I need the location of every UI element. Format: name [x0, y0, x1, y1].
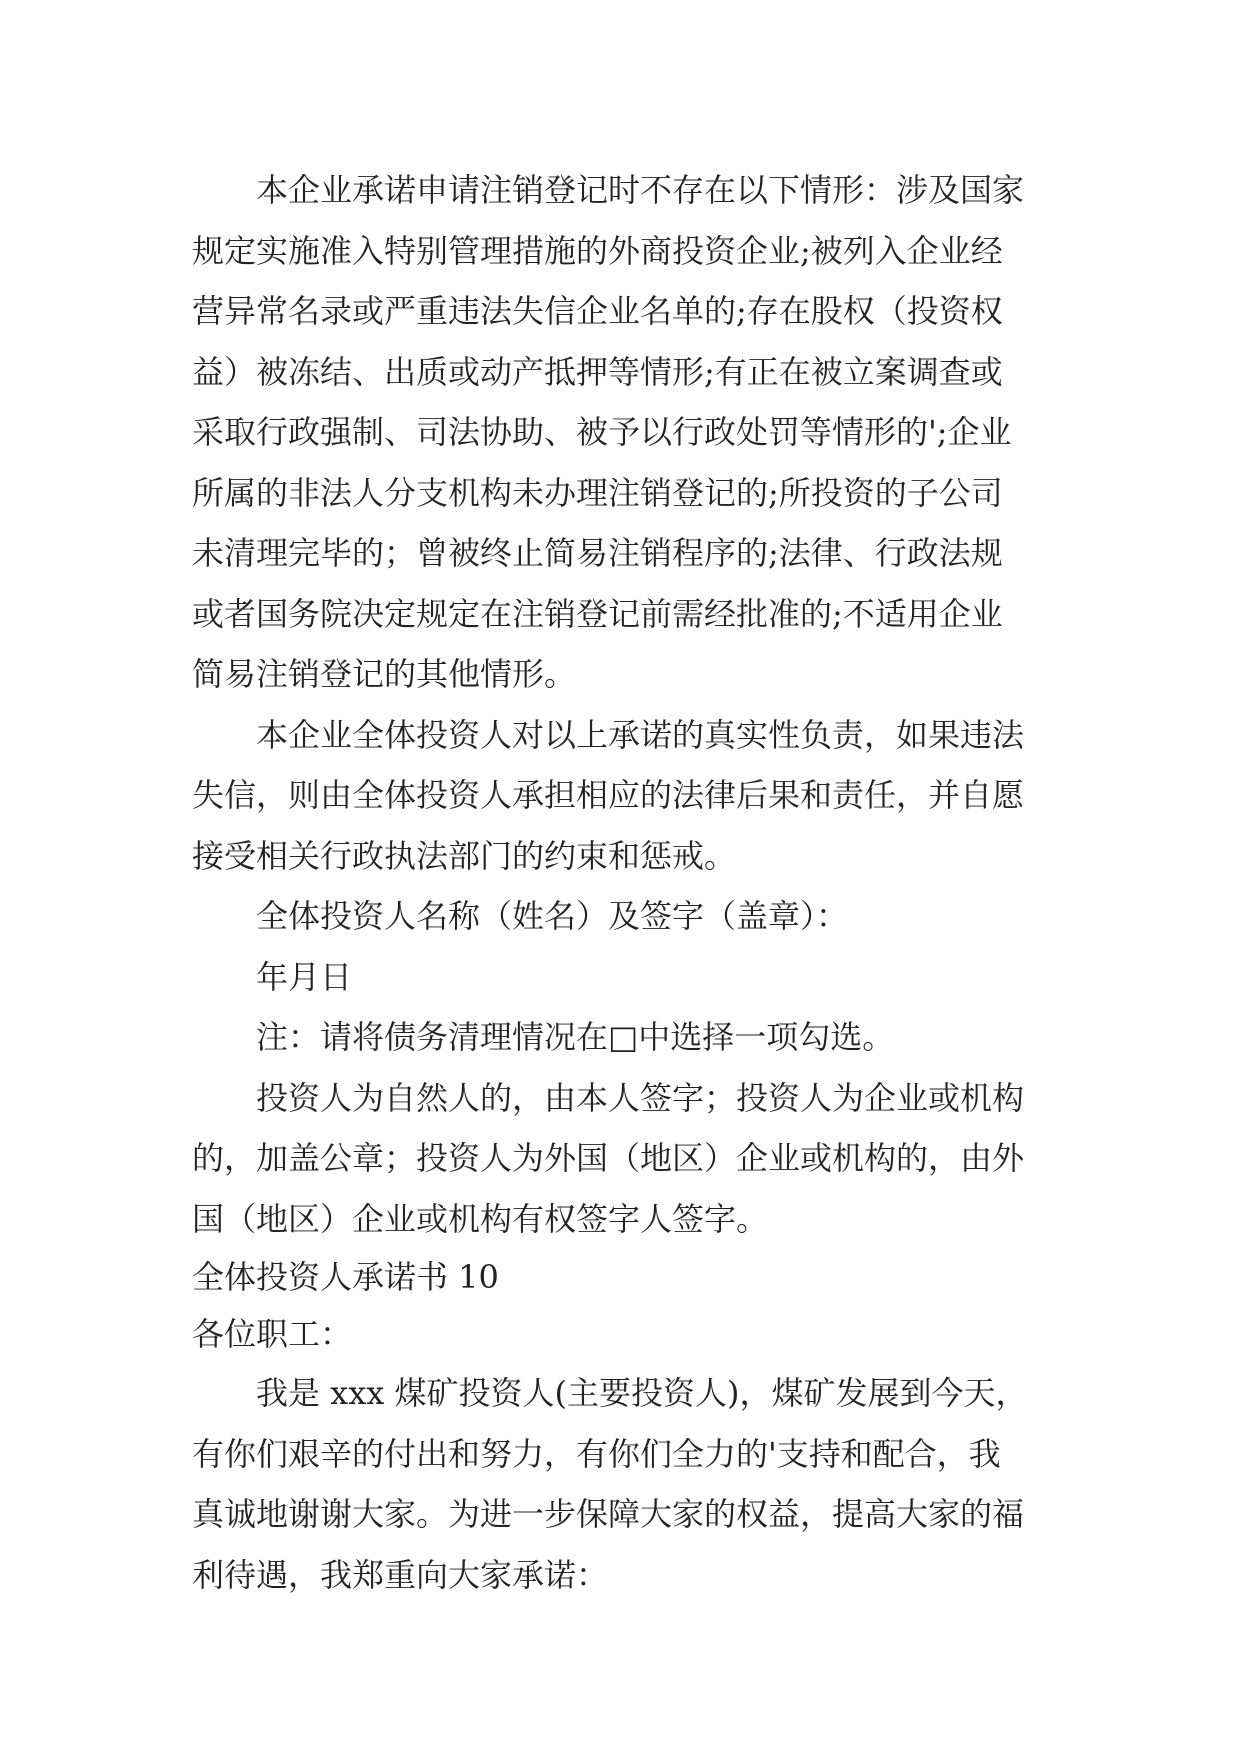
- salutation-text: 各位职工：: [192, 1315, 353, 1353]
- text-line: 有你们艰辛的付出和努力，有你们全力的'支持和配合，我: [192, 1434, 1001, 1473]
- note-line: 注：请将债务清理情况在□中选择一项勾选。: [256, 1018, 895, 1056]
- heading-text: 全体投资人承诺书 10: [192, 1258, 499, 1296]
- salutation: [192, 1306, 1054, 1363]
- text-line: 所属的非法人分支机构未办理注销登记的;所投资的子公司: [192, 473, 1003, 512]
- text-line: 失信，则由全体投资人承担相应的法律后果和责任，并自愿: [192, 776, 1025, 814]
- text-line: 益）被冻结、出质或动产抵押等情形;有正在被立案调查或: [192, 352, 1003, 391]
- paragraph-responsibility: [192, 705, 1054, 887]
- text-line: 采取行政强制、司法协助、被予以行政处罚等情形的';企业: [192, 413, 1012, 451]
- paragraph-signing-rules: [192, 1068, 1054, 1250]
- text-line: 投资人为自然人的，由本人签字；投资人为企业或机构: [256, 1078, 1025, 1117]
- text-line: 接受相关行政执法部门的约束和惩戒。: [192, 836, 737, 875]
- text-line: 我是 xxx 煤矿投资人(主要投资人)，煤矿发展到今天，: [256, 1374, 1028, 1412]
- text-line: 真诚地谢谢大家。为进一步保障大家的权益，提高大家的福: [192, 1495, 1025, 1533]
- text-line: 或者国务院决定规定在注销登记前需经批准的;不适用企业: [192, 594, 1003, 633]
- text-line: 的，加盖公章；投资人为外国（地区）企业或机构的，由外: [192, 1139, 1025, 1177]
- document-body: [192, 160, 1054, 1605]
- text-line: 本企业承诺申请注销登记时不存在以下情形：涉及国家: [256, 171, 1025, 209]
- date-label: 年月日: [256, 957, 353, 996]
- text-line: 简易注销登记的其他情形。: [192, 655, 577, 693]
- paragraph-investor-letter: [192, 1363, 1054, 1605]
- signature-label: 全体投资人名称（姓名）及签字（盖章）：: [256, 897, 849, 935]
- text-line: 未清理完毕的；曾被终止简易注销程序的;法律、行政法规: [192, 534, 1003, 572]
- paragraph-note: [192, 1007, 1054, 1068]
- paragraph-signature: [192, 886, 1054, 947]
- text-line: 营异常名录或严重违法失信企业名单的;存在股权（投资权: [192, 292, 1003, 330]
- paragraph-conditions: [192, 160, 1054, 705]
- text-line: 利待遇，我郑重向大家承诺：: [192, 1555, 609, 1594]
- section-heading: [192, 1249, 1054, 1306]
- paragraph-date: [192, 947, 1054, 1008]
- text-line: 规定实施准入特别管理措施的外商投资企业;被列入企业经: [192, 231, 1003, 270]
- text-line: 国（地区）企业或机构有权签字人签字。: [192, 1199, 769, 1238]
- text-line: 本企业全体投资人对以上承诺的真实性负责，如果违法: [256, 715, 1025, 754]
